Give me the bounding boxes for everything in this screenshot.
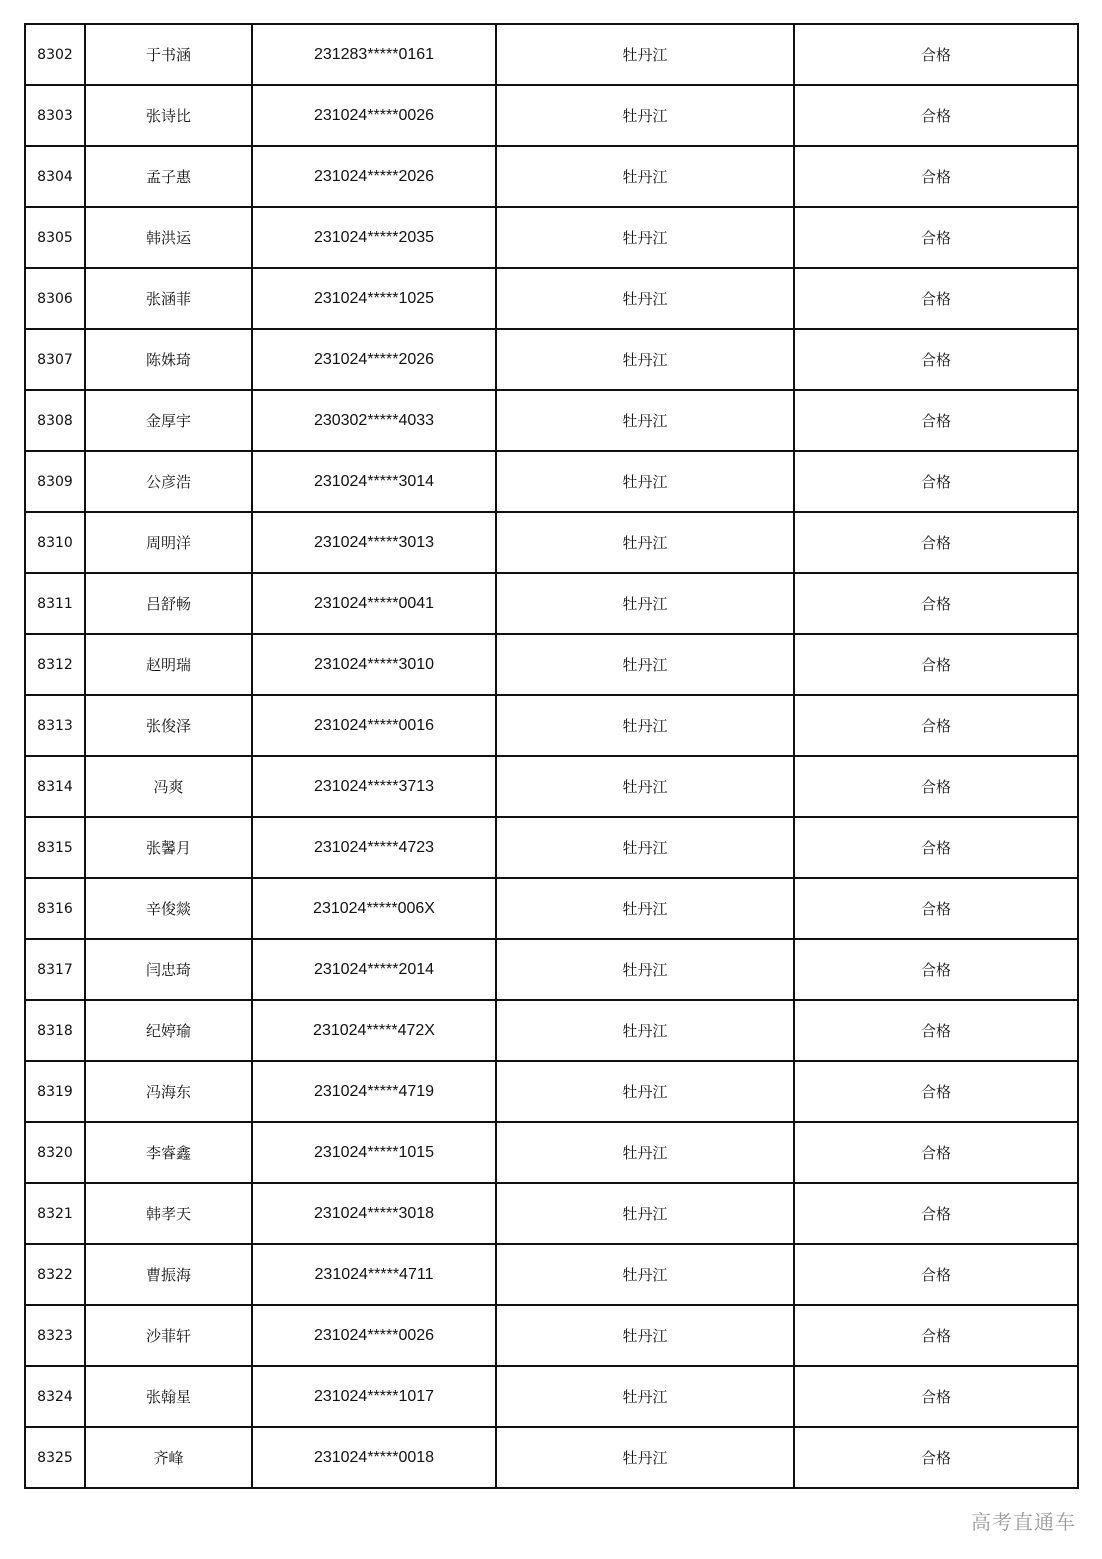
cell-number: 8302 <box>25 24 85 85</box>
cell-name: 韩孝天 <box>85 1183 252 1244</box>
cell-number: 8315 <box>25 817 85 878</box>
table-row <box>25 268 1078 329</box>
table-row <box>25 939 1078 1000</box>
cell-region: 牡丹江 <box>496 1244 794 1305</box>
cell-region: 牡丹江 <box>496 1366 794 1427</box>
cell-number: 8311 <box>25 573 85 634</box>
cell-region: 牡丹江 <box>496 268 794 329</box>
cell-name: 齐峰 <box>85 1427 252 1488</box>
cell-region: 牡丹江 <box>496 451 794 512</box>
table-row <box>25 207 1078 268</box>
cell-id-number: 231024*****4711 <box>252 1244 496 1305</box>
cell-result: 合格 <box>794 1244 1078 1305</box>
table-row <box>25 85 1078 146</box>
cell-result: 合格 <box>794 939 1078 1000</box>
cell-id-number: 231024*****4723 <box>252 817 496 878</box>
table-row <box>25 1305 1078 1366</box>
cell-name: 辛俊燚 <box>85 878 252 939</box>
cell-region: 牡丹江 <box>496 146 794 207</box>
cell-region: 牡丹江 <box>496 1122 794 1183</box>
cell-name: 于书涵 <box>85 24 252 85</box>
cell-result: 合格 <box>794 390 1078 451</box>
cell-number: 8322 <box>25 1244 85 1305</box>
cell-id-number: 231024*****0026 <box>252 1305 496 1366</box>
cell-id-number: 231024*****0026 <box>252 85 496 146</box>
cell-name: 孟子惠 <box>85 146 252 207</box>
cell-result: 合格 <box>794 512 1078 573</box>
cell-result: 合格 <box>794 695 1078 756</box>
table-row <box>25 1366 1078 1427</box>
cell-name: 金厚宇 <box>85 390 252 451</box>
cell-number: 8324 <box>25 1366 85 1427</box>
cell-region: 牡丹江 <box>496 1183 794 1244</box>
cell-id-number: 231024*****2026 <box>252 146 496 207</box>
table-row <box>25 390 1078 451</box>
cell-region: 牡丹江 <box>496 512 794 573</box>
cell-id-number: 231024*****2035 <box>252 207 496 268</box>
table-row <box>25 756 1078 817</box>
cell-name: 吕舒畅 <box>85 573 252 634</box>
cell-name: 赵明瑞 <box>85 634 252 695</box>
cell-name: 纪婷瑜 <box>85 1000 252 1061</box>
cell-id-number: 231024*****3014 <box>252 451 496 512</box>
cell-id-number: 231024*****3010 <box>252 634 496 695</box>
cell-id-number: 231024*****1025 <box>252 268 496 329</box>
cell-result: 合格 <box>794 1061 1078 1122</box>
table-row <box>25 634 1078 695</box>
table-row <box>25 1244 1078 1305</box>
cell-result: 合格 <box>794 1366 1078 1427</box>
table-row <box>25 1000 1078 1061</box>
cell-number: 8304 <box>25 146 85 207</box>
table-row <box>25 451 1078 512</box>
cell-name: 韩洪运 <box>85 207 252 268</box>
cell-number: 8318 <box>25 1000 85 1061</box>
cell-name: 沙菲轩 <box>85 1305 252 1366</box>
watermark-text: 高考直通车 <box>971 1510 1076 1534</box>
cell-result: 合格 <box>794 1000 1078 1061</box>
cell-number: 8307 <box>25 329 85 390</box>
cell-region: 牡丹江 <box>496 24 794 85</box>
cell-id-number: 231024*****3713 <box>252 756 496 817</box>
table-row <box>25 573 1078 634</box>
cell-result: 合格 <box>794 1183 1078 1244</box>
cell-region: 牡丹江 <box>496 1061 794 1122</box>
cell-number: 8316 <box>25 878 85 939</box>
cell-region: 牡丹江 <box>496 1427 794 1488</box>
cell-result: 合格 <box>794 1305 1078 1366</box>
cell-result: 合格 <box>794 1427 1078 1488</box>
cell-result: 合格 <box>794 634 1078 695</box>
cell-number: 8312 <box>25 634 85 695</box>
cell-name: 曹振海 <box>85 1244 252 1305</box>
cell-id-number: 231024*****0016 <box>252 695 496 756</box>
cell-number: 8306 <box>25 268 85 329</box>
results-table-container <box>24 23 1077 1489</box>
cell-region: 牡丹江 <box>496 878 794 939</box>
cell-result: 合格 <box>794 573 1078 634</box>
cell-region: 牡丹江 <box>496 817 794 878</box>
table-row <box>25 146 1078 207</box>
cell-region: 牡丹江 <box>496 329 794 390</box>
cell-number: 8314 <box>25 756 85 817</box>
cell-id-number: 231024*****006X <box>252 878 496 939</box>
cell-region: 牡丹江 <box>496 695 794 756</box>
cell-region: 牡丹江 <box>496 939 794 1000</box>
cell-id-number: 231024*****472X <box>252 1000 496 1061</box>
cell-name: 周明洋 <box>85 512 252 573</box>
cell-result: 合格 <box>794 878 1078 939</box>
cell-id-number: 231024*****3013 <box>252 512 496 573</box>
cell-number: 8317 <box>25 939 85 1000</box>
cell-id-number: 231283*****0161 <box>252 24 496 85</box>
cell-id-number: 231024*****0018 <box>252 1427 496 1488</box>
cell-name: 张诗比 <box>85 85 252 146</box>
cell-region: 牡丹江 <box>496 1000 794 1061</box>
cell-result: 合格 <box>794 817 1078 878</box>
cell-id-number: 231024*****2014 <box>252 939 496 1000</box>
cell-number: 8321 <box>25 1183 85 1244</box>
table-row <box>25 1122 1078 1183</box>
table-row <box>25 817 1078 878</box>
cell-name: 张馨月 <box>85 817 252 878</box>
cell-id-number: 231024*****3018 <box>252 1183 496 1244</box>
cell-region: 牡丹江 <box>496 85 794 146</box>
cell-name: 张俊泽 <box>85 695 252 756</box>
table-row <box>25 512 1078 573</box>
cell-id-number: 231024*****0041 <box>252 573 496 634</box>
cell-region: 牡丹江 <box>496 1305 794 1366</box>
cell-result: 合格 <box>794 146 1078 207</box>
cell-region: 牡丹江 <box>496 756 794 817</box>
cell-result: 合格 <box>794 268 1078 329</box>
cell-region: 牡丹江 <box>496 390 794 451</box>
cell-number: 8305 <box>25 207 85 268</box>
table-row <box>25 1427 1078 1488</box>
cell-id-number: 231024*****1017 <box>252 1366 496 1427</box>
cell-number: 8319 <box>25 1061 85 1122</box>
cell-region: 牡丹江 <box>496 573 794 634</box>
cell-id-number: 231024*****4719 <box>252 1061 496 1122</box>
cell-result: 合格 <box>794 1122 1078 1183</box>
cell-name: 李睿鑫 <box>85 1122 252 1183</box>
table-row <box>25 1061 1078 1122</box>
cell-name: 陈姝琦 <box>85 329 252 390</box>
cell-name: 闫忠琦 <box>85 939 252 1000</box>
cell-number: 8325 <box>25 1427 85 1488</box>
cell-name: 张涵菲 <box>85 268 252 329</box>
cell-name: 公彦浩 <box>85 451 252 512</box>
cell-id-number: 230302*****4033 <box>252 390 496 451</box>
cell-number: 8323 <box>25 1305 85 1366</box>
cell-result: 合格 <box>794 329 1078 390</box>
table-row <box>25 695 1078 756</box>
table-row <box>25 24 1078 85</box>
cell-region: 牡丹江 <box>496 634 794 695</box>
table-body <box>25 24 1078 1488</box>
table-row <box>25 329 1078 390</box>
cell-result: 合格 <box>794 451 1078 512</box>
cell-name: 冯海东 <box>85 1061 252 1122</box>
cell-id-number: 231024*****2026 <box>252 329 496 390</box>
cell-result: 合格 <box>794 85 1078 146</box>
cell-number: 8320 <box>25 1122 85 1183</box>
cell-number: 8310 <box>25 512 85 573</box>
table-row <box>25 1183 1078 1244</box>
cell-name: 张翰星 <box>85 1366 252 1427</box>
cell-number: 8303 <box>25 85 85 146</box>
cell-name: 冯爽 <box>85 756 252 817</box>
cell-result: 合格 <box>794 207 1078 268</box>
cell-result: 合格 <box>794 24 1078 85</box>
cell-result: 合格 <box>794 756 1078 817</box>
cell-number: 8308 <box>25 390 85 451</box>
table-row <box>25 878 1078 939</box>
cell-number: 8313 <box>25 695 85 756</box>
cell-number: 8309 <box>25 451 85 512</box>
results-table <box>24 23 1079 1489</box>
cell-id-number: 231024*****1015 <box>252 1122 496 1183</box>
cell-region: 牡丹江 <box>496 207 794 268</box>
